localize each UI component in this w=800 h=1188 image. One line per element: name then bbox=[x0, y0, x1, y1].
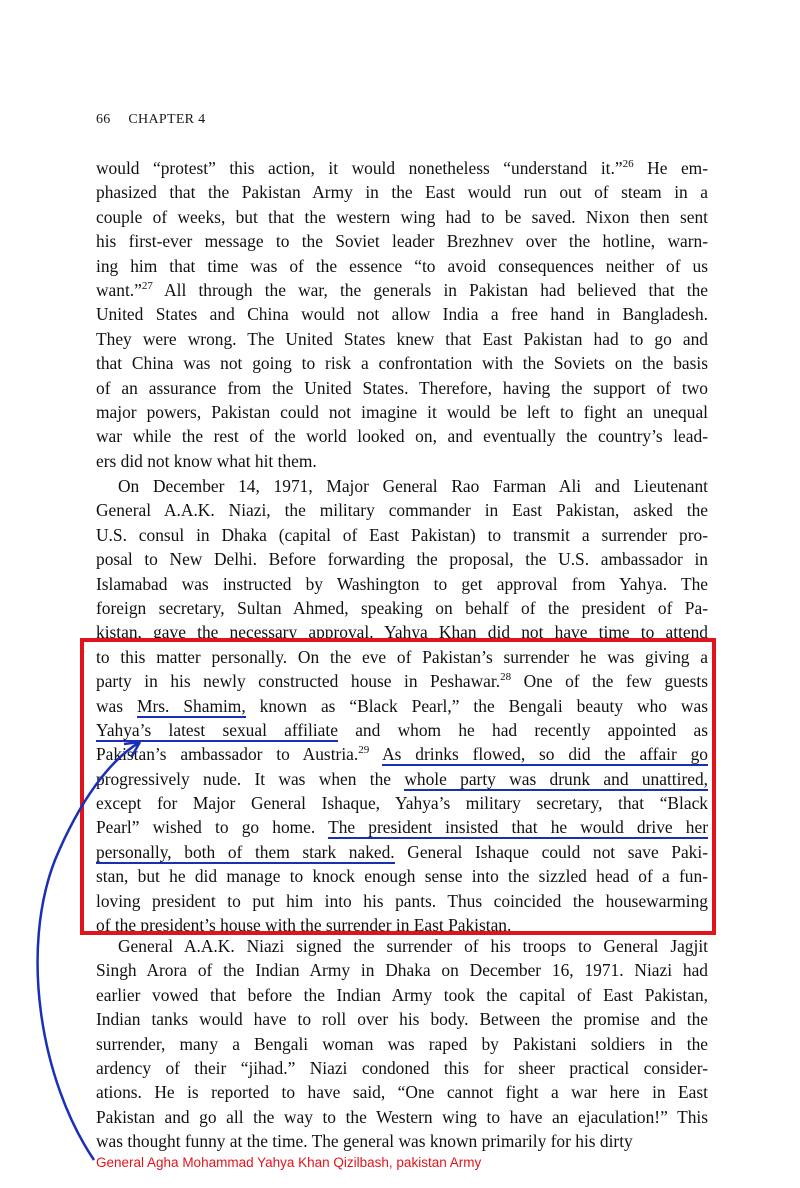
text-line: to this matter personally. On the eve of Pakistan’s surrender he was giving a bbox=[96, 646, 708, 667]
text-line: couple of weeks, but that the western wing had to be saved. Nixon then sent bbox=[96, 206, 708, 227]
text-line: kistan, gave the necessary approval. Yahya Khan did not have time to attend bbox=[96, 622, 708, 643]
text-line: Singh Arora of the Indian Army in Dhaka on December 16, 1971. Niazi had bbox=[96, 960, 708, 981]
text-line: stan, but he did manage to knock enough sense into the sizzled head of a fun- bbox=[96, 866, 708, 887]
text-line: General A.A.K. Niazi, the military commander in East Pakistan, asked the bbox=[96, 500, 708, 521]
text-line: except for Major General Ishaque, Yahya’s military secretary, that “Black bbox=[96, 793, 708, 814]
highlight-box bbox=[80, 638, 716, 935]
text-line: his first-ever message to the Soviet leader Brezhnev over the hotline, warn- bbox=[96, 231, 708, 252]
text-line: of the president’s house with the surrender in East Pakistan. bbox=[96, 915, 512, 936]
underlined-name: Mrs. Shamim, bbox=[137, 695, 246, 716]
text-line: party in his newly constructed house in Peshawar.$^{28}$ One of the few guests bbox=[96, 671, 708, 692]
text-line: ations. He is reported to have said, “One cannot fight a war here in East bbox=[96, 1082, 708, 1103]
text-line: was Mrs. Shamim, known as “Black Pearl,” the Bengali beauty who was bbox=[96, 695, 708, 716]
text-line: that China was not going to risk a confrontation with the Soviets on the basis bbox=[96, 353, 708, 374]
text-line: Pakistan’s ambassador to Austria.$^{29}$ As drinks flowed, so did the affair go bbox=[96, 744, 709, 765]
text-line: personally, both of them stark naked. General Ishaque could not save Paki- bbox=[96, 841, 709, 862]
text-line: Islamabad was instructed by Washington to get approval from Yahya. The bbox=[96, 573, 708, 594]
text-line: posal to New Delhi. Before forwarding the proposal, the U.S. ambassador in bbox=[96, 549, 708, 570]
text-line: On December 14, 1971, Major General Rao Farman Ali and Lieutenant bbox=[118, 476, 708, 496]
text-line: Indian tanks would have to roll over his body. Between the promise and the bbox=[96, 1009, 708, 1030]
text-line: ing him that time was of the essence “to avoid consequences neither of us bbox=[96, 255, 708, 276]
text-line: phasized that the Pakistan Army in the East would run out of steam in a bbox=[96, 182, 708, 203]
chapter-label: CHAPTER 4 bbox=[128, 112, 206, 127]
text-line: surrender, many a Bengali woman was raped by Pakistani soldiers in the bbox=[96, 1033, 708, 1054]
text-line: would “protest” this action, it would nonetheless “understand it.”$^{26}$ He em- bbox=[96, 158, 708, 178]
text-line: major powers, Pakistan could not imagine it would be left to fight an unequal bbox=[96, 401, 708, 422]
text-line: Pakistan and go all the way to the Western wing to have an ejaculation!” This bbox=[96, 1106, 708, 1127]
paragraph-1 bbox=[96, 156, 708, 473]
underlined-phrase: whole party was drunk and unattired, bbox=[404, 768, 708, 789]
text-line: progressively nude. It was when the whole party was drunk and unattired, bbox=[96, 768, 708, 789]
text-line: was thought funny at the time. The general was known primarily for his dirty bbox=[96, 1131, 633, 1152]
text-line: foreign secretary, Sultan Ahmed, speaking on behalf of the president of Pa- bbox=[96, 597, 708, 618]
caption: General Agha Mohammad Yahya Khan Qizilbash, pakistan Army bbox=[96, 1155, 482, 1170]
text-line: ers did not know what hit them. bbox=[96, 450, 317, 471]
text-line: They were wrong. The United States knew that East Pakistan had to go and bbox=[96, 328, 708, 349]
underlined-phrase: Yahya’s latest sexual affiliate bbox=[96, 719, 338, 740]
text-line: United States and China would not allow India a free hand in Bangladesh. bbox=[96, 304, 708, 325]
underlined-phrase: The president insisted that he would drive her bbox=[328, 817, 709, 838]
text-line: Yahya’s latest sexual affiliate and whom he had recently appointed as bbox=[96, 719, 708, 740]
text-line: General A.A.K. Niazi signed the surrender of his troops to General Jagjit bbox=[118, 936, 708, 956]
page-header bbox=[96, 112, 205, 128]
text-line: war while the rest of the world looked on, and eventually the country’s lead- bbox=[96, 426, 708, 447]
text-line: want.”$^{27}$ All through the war, the generals in Pakistan had believed that the bbox=[96, 279, 708, 300]
underlined-phrase: personally, both of them stark naked. bbox=[96, 841, 395, 862]
underlined-phrase: As drinks flowed, so did the affair go bbox=[382, 744, 709, 765]
page-number: 66 bbox=[96, 112, 111, 127]
text-line: of an assurance from the United States. Therefore, having the support of two bbox=[96, 377, 708, 398]
text-line: ardency of their “jihad.” Niazi condoned this for sheer practical consider- bbox=[96, 1057, 708, 1078]
text-line: U.S. consul in Dhaka (capital of East Pakistan) to transmit a surrender pro- bbox=[96, 524, 708, 545]
paragraph-3 bbox=[96, 934, 708, 1154]
text-line: loving president to put him into his pants. Thus coincided the housewarming bbox=[96, 890, 708, 911]
text-line: Pearl” wished to go home. The president insisted that he would drive her bbox=[96, 817, 709, 838]
text-line: earlier vowed that before the Indian Army took the capital of East Pakistan, bbox=[96, 984, 708, 1005]
